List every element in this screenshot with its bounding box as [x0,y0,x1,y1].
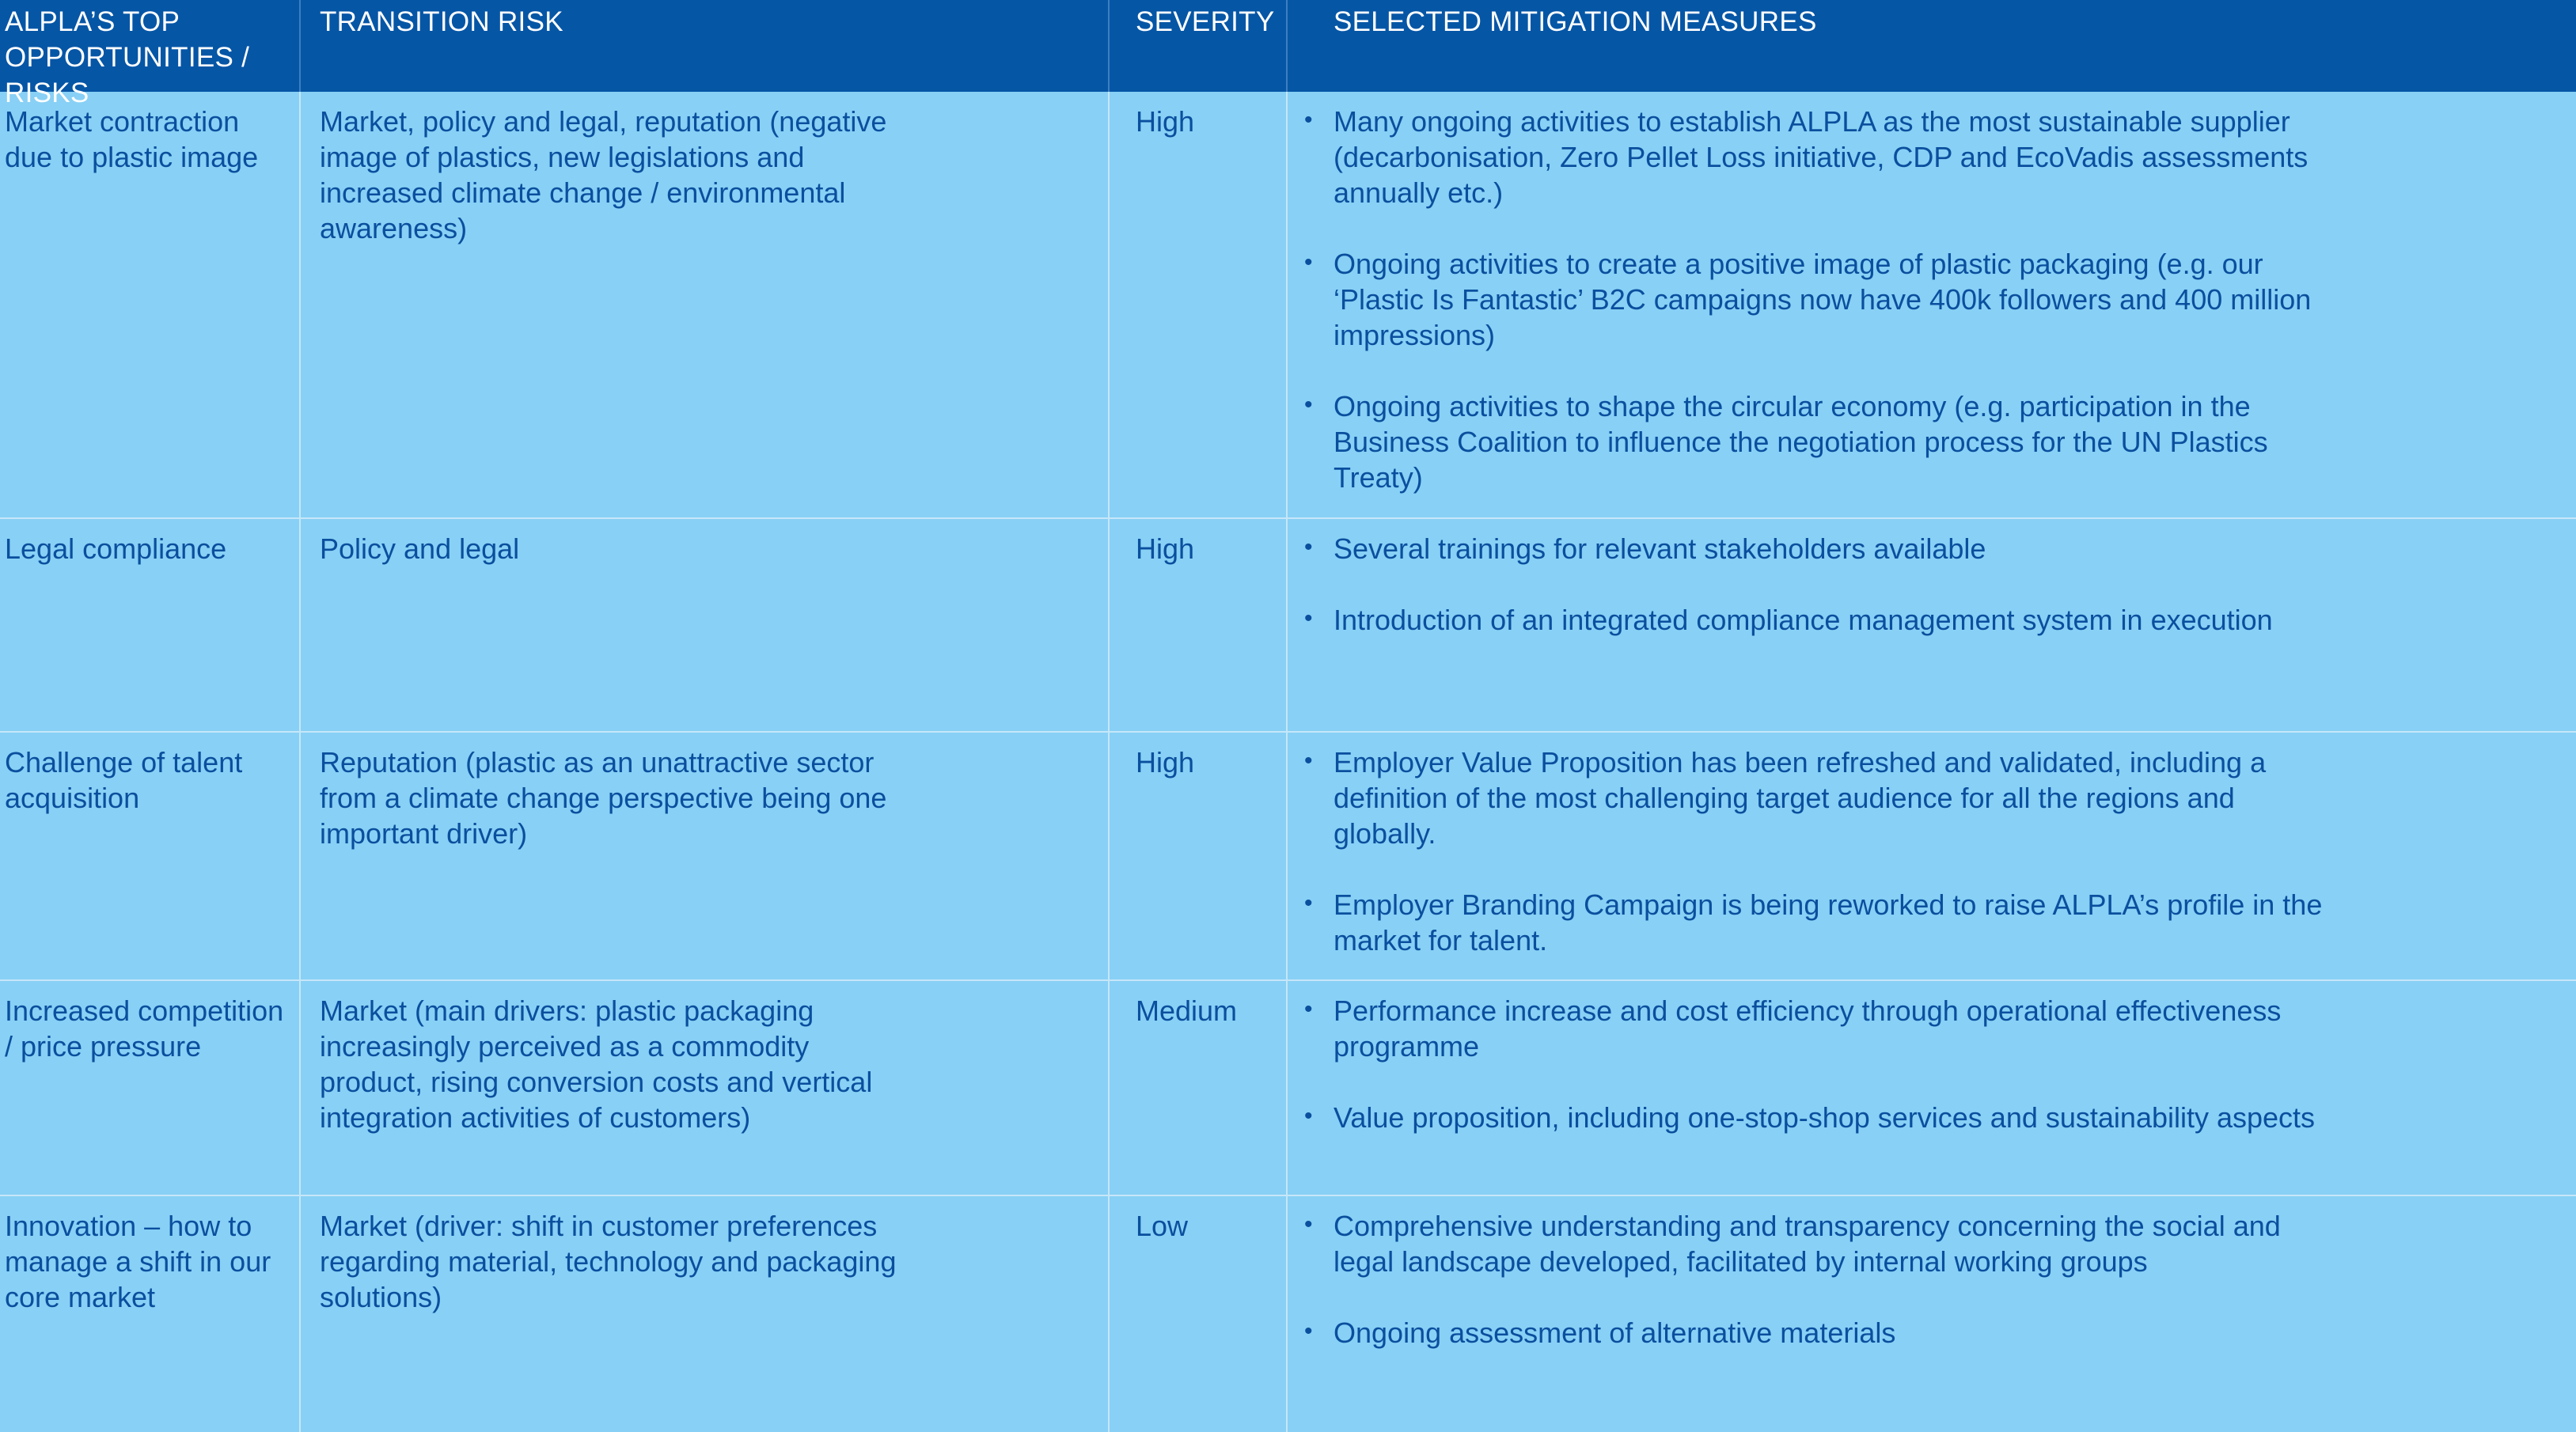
measure-text: Ongoing activities to create a positive image of plastic packaging (e.g. our ‘Plastic Is Fantastic’ B2C campaigns now have 400k followers and 400 million impressions) [1334,248,2312,351]
risk-name-cell: Increased competition / price pressure [0,981,301,1196]
header-severity: SEVERITY [1110,0,1288,92]
measure-text: Many ongoing activities to establish ALPLA as the most sustainable supplier (decarbonisation, Zero Pellet Loss initiative, CDP and EcoVadis assessments annually etc.) [1334,105,2309,209]
transition-risk-cell: Market, policy and legal, reputation (negative image of plastics, new legislations and increased climate change / environmental awareness) [301,92,1110,519]
transition-risk-cell: Policy and legal [301,519,1110,733]
bullet-icon: • [1304,605,1313,631]
transition-risk-cell: Market (main drivers: plastic packaging increasingly perceived as a commodity product, rising conversion costs and vertical integration activities of customers) [301,981,1110,1196]
measures-list [1304,993,2339,1135]
bullet-icon: • [1304,107,1313,133]
measure-text: Performance increase and cost efficiency through operational effectiveness programme [1334,994,2282,1063]
risk-name-cell: Innovation – how to manage a shift in our core market [0,1196,301,1432]
header-mitigation-measures: SELECTED MITIGATION MEASURES [1288,0,2576,92]
measure-item [1304,104,2339,210]
header-opportunities-risks: ALPLA’S TOP OPPORTUNITIES / RISKS [0,0,301,92]
measure-item [1304,602,2339,638]
measures-list [1304,531,2339,638]
measure-item [1304,246,2339,353]
bullet-icon: • [1304,1318,1313,1344]
measure-text: Introduction of an integrated compliance management system in execution [1334,604,2273,636]
measure-text: Several trainings for relevant stakeholders available [1334,532,1986,565]
measure-item [1304,531,2339,566]
measure-text: Comprehensive understanding and transparency concerning the social and legal landscape developed, facilitated by internal working groups [1334,1210,2281,1278]
severity-cell: Low [1110,1196,1288,1432]
measure-item [1304,744,2339,851]
transition-risk-cell: Reputation (plastic as an unattractive sector from a climate change perspective being one important driver) [301,733,1110,981]
severity-cell: Medium [1110,981,1288,1196]
severity-cell: High [1110,733,1288,981]
bullet-icon: • [1304,1103,1313,1129]
bullet-icon: • [1304,890,1313,916]
risk-name-cell: Challenge of talent acquisition [0,733,301,981]
measure-item [1304,388,2339,495]
mitigation-measures-cell [1288,92,2576,519]
bullet-icon: • [1304,748,1313,774]
measures-list [1304,104,2339,495]
transition-risk-cell: Market (driver: shift in customer preferences regarding material, technology and packaging solutions) [301,1196,1110,1432]
measure-item [1304,993,2339,1064]
bullet-icon: • [1304,1211,1313,1237]
measures-list [1304,1208,2339,1351]
measure-item [1304,1100,2339,1135]
header-transition-risk: TRANSITION RISK [301,0,1110,92]
bullet-icon: • [1304,249,1313,275]
measure-text: Employer Branding Campaign is being reworked to raise ALPLA’s profile in the market for talent. [1334,888,2323,957]
bullet-icon: • [1304,534,1313,560]
measure-text: Value proposition, including one-stop-shop services and sustainability aspects [1334,1101,2316,1134]
severity-cell: High [1110,92,1288,519]
measures-list [1304,744,2339,958]
risk-name-cell: Market contraction due to plastic image [0,92,301,519]
risk-name-cell: Legal compliance [0,519,301,733]
measure-item [1304,1208,2339,1279]
measure-text: Ongoing assessment of alternative materials [1334,1316,1896,1349]
mitigation-measures-cell [1288,981,2576,1196]
bullet-icon: • [1304,996,1313,1022]
mitigation-measures-cell [1288,519,2576,733]
measure-text: Ongoing activities to shape the circular economy (e.g. participation in the Business Coalition to influence the negotiation process for the UN Plastics Treaty) [1334,390,2268,494]
bullet-icon: • [1304,392,1313,418]
measure-text: Employer Value Proposition has been refreshed and validated, including a definition of the most challenging target audience for all the regions and globally. [1334,746,2267,850]
mitigation-measures-cell [1288,733,2576,981]
measure-item [1304,1315,2339,1351]
severity-cell: High [1110,519,1288,733]
measure-item [1304,887,2339,958]
mitigation-measures-cell [1288,1196,2576,1432]
